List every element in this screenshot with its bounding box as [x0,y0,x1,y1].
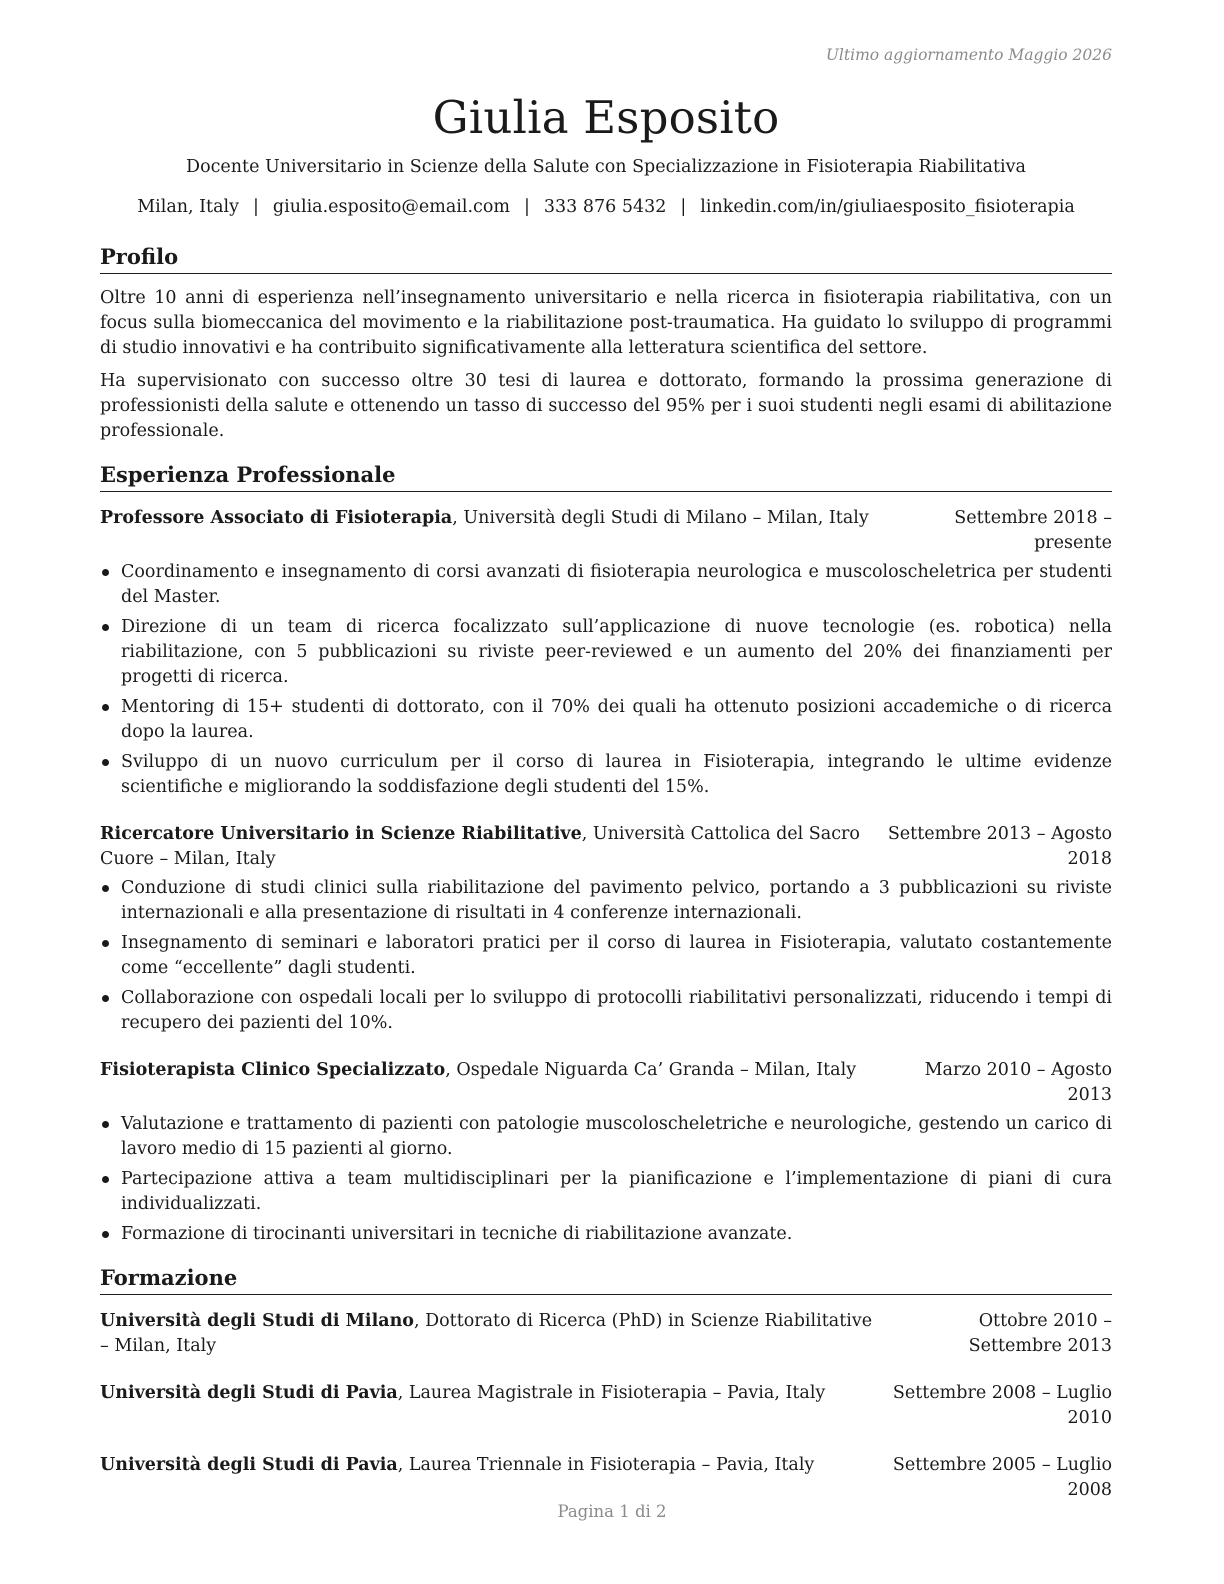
job-role: Professore Associato di Fisioterapia [100,508,453,528]
resume-page [100,40,1112,1503]
bullet-text: Collaborazione con ospedali locali per lo sviluppo di protocolli riabilitativi personalizzati, riducendo i tempi di recupero dei pazienti del 10%. [121,988,1112,1033]
entry-header [100,506,1112,556]
entry-header [100,1058,1112,1108]
entry-title [100,1309,880,1359]
school-name: Università degli Studi di Milano [100,1311,414,1331]
bullet-text: Sviluppo di un nuovo curriculum per il corso di laurea in Fisioterapia, integrando le ultime evidenze scientifiche e migliorando la soddisfazione degli studenti del 15%. [121,752,1112,797]
page-number: Pagina 1 di 2 [557,1502,667,1521]
bullet-text: Partecipazione attiva a team multidisciplinari per la pianificazione e l’implementazione di piani di cura individualizzati. [121,1169,1112,1214]
section-title-profile: Profilo [100,242,1112,274]
education-entry [100,1453,1112,1503]
profile-paragraph: Oltre 10 anni di esperienza nell’insegnamento universitario e nella ricerca in fisioterapia riabilitativa, con un focus sulla biomeccanica del movimento e la riabilitazione post-traumatica. Ha guidato lo sviluppo di programmi di studio innovativi e ha contribuito significativamente alla letteratura scientifica del settore. [100,288,1112,358]
job-bullets [100,1112,1112,1247]
bullet-icon [102,624,109,631]
contact-location: Milan, Italy [137,197,240,217]
list-item [100,876,1112,926]
bullet-icon [102,704,109,711]
bullet-icon [102,940,109,947]
bullet-icon [102,569,109,576]
profile-section [100,242,1112,444]
experience-entry [100,1058,1112,1247]
school-name: Università degli Studi di Pavia [100,1383,398,1403]
contact-line [100,194,1112,220]
profile-paragraph: Ha supervisionato con successo oltre 30 tesi di laurea e dottorato, formando la prossima generazione di professionisti della salute e ottenendo un tasso di successo del 95% per i suoi studenti negli esami di abilitazione professionale. [100,371,1112,441]
profile-body [100,286,1112,444]
contact-separator: | [253,197,259,217]
list-item [100,931,1112,981]
contact-linkedin[interactable]: linkedin.com/in/giuliaesposito_fisioterapia [700,197,1075,217]
job-organization: , Ospedale Niguarda Ca’ Granda – Milan, Italy [445,1060,857,1080]
list-item [100,750,1112,800]
bullet-text: Direzione di un team di ricerca focalizzato sull’applicazione di nuove tecnologie (es. robotica) nella riabilitazione, con 5 pubblicazioni su riviste peer-reviewed e un aumento del 20% dei finanziamenti per progetti di ricerca. [121,617,1112,687]
contact-separator: | [523,197,530,217]
bullet-icon [102,1176,109,1183]
entry-header [100,1309,1112,1359]
bullet-icon [102,1231,109,1238]
education-entry [100,1381,1112,1431]
entry-header [100,822,1112,872]
entry-title [100,1381,880,1431]
entry-header [100,1453,1112,1503]
entry-title [100,506,880,556]
bullet-icon [102,885,109,892]
job-organization: , Università Cattolica del Sacro Cuore – Milan, Italy [100,824,860,869]
experience-section [100,460,1112,1247]
contact-phone: 333 876 5432 [543,197,667,217]
job-bullets [100,560,1112,800]
job-dates: Settembre 2018 – presente [954,508,1112,553]
contact-email[interactable]: giulia.esposito@email.com [272,197,510,217]
entry-title [100,822,880,872]
entry-title [100,1058,880,1108]
education-dates: Settembre 2008 – Luglio 2010 [892,1383,1112,1428]
education-dates: Settembre 2005 – Luglio 2008 [892,1455,1112,1500]
experience-entry [100,506,1112,800]
degree-name: , Laurea Triennale in Fisioterapia – Pavia, Italy [397,1455,815,1475]
bullet-text: Mentoring di 15+ studenti di dottorato, con il 70% dei quali ha ottenuto posizioni accademiche o di ricerca dopo la laurea. [121,697,1112,742]
job-dates: Settembre 2013 – Agosto 2018 [887,824,1112,869]
last-updated: Ultimo aggiornamento Maggio 2026 [825,46,1112,64]
list-item [100,1167,1112,1217]
list-item [100,986,1112,1036]
bullet-icon [102,995,109,1002]
contact-separator: | [680,197,687,217]
bullet-text: Conduzione di studi clinici sulla riabilitazione del pavimento pelvico, portando a 3 pubblicazioni su riviste internazionali e alla presentazione di risultati in 4 conferenze internazionali. [121,878,1112,923]
candidate-name: Giulia Esposito [432,91,780,144]
candidate-headline: Docente Universitario in Scienze della Salute con Specializzazione in Fisioterapia Riabilitativa [186,157,1026,177]
education-entry [100,1309,1112,1359]
bullet-text: Valutazione e trattamento di pazienti con patologie muscoloscheletriche e neurologiche, gestendo un carico di lavoro medio di 15 pazienti al giorno. [121,1114,1112,1159]
school-name: Università degli Studi di Pavia [100,1455,398,1475]
degree-name: , Laurea Magistrale in Fisioterapia – Pavia, Italy [397,1383,826,1403]
entry-title [100,1453,880,1503]
education-section [100,1263,1112,1503]
job-organization: , Università degli Studi di Milano – Milan, Italy [452,508,869,528]
list-item [100,1112,1112,1162]
list-item [100,695,1112,745]
bullet-icon [102,759,109,766]
education-dates: Ottobre 2010 – Settembre 2013 [968,1311,1112,1356]
bullet-text: Coordinamento e insegnamento di corsi avanzati di fisioterapia neurologica e muscoloscheletrica per studenti del Master. [121,562,1112,607]
bullet-text: Formazione di tirocinanti universitari in tecniche di riabilitazione avanzate. [121,1224,793,1244]
list-item [100,560,1112,610]
entry-header [100,1381,1112,1431]
experience-entry [100,822,1112,1036]
job-role: Fisioterapista Clinico Specializzato [100,1060,446,1080]
degree-name: , Dottorato di Ricerca (PhD) in Scienze Riabilitative – Milan, Italy [100,1311,873,1356]
job-role: Ricercatore Universitario in Scienze Riabilitative [100,824,582,844]
section-title-education: Formazione [100,1263,1112,1295]
list-item [100,615,1112,690]
bullet-icon [102,1121,109,1128]
section-title-experience: Esperienza Professionale [100,460,1112,492]
job-bullets [100,876,1112,1036]
bullet-text: Insegnamento di seminari e laboratori pratici per il corso di laurea in Fisioterapia, valutato costantemente come “eccellente” dagli studenti. [121,933,1112,978]
list-item [100,1222,1112,1247]
job-dates: Marzo 2010 – Agosto 2013 [924,1060,1112,1105]
